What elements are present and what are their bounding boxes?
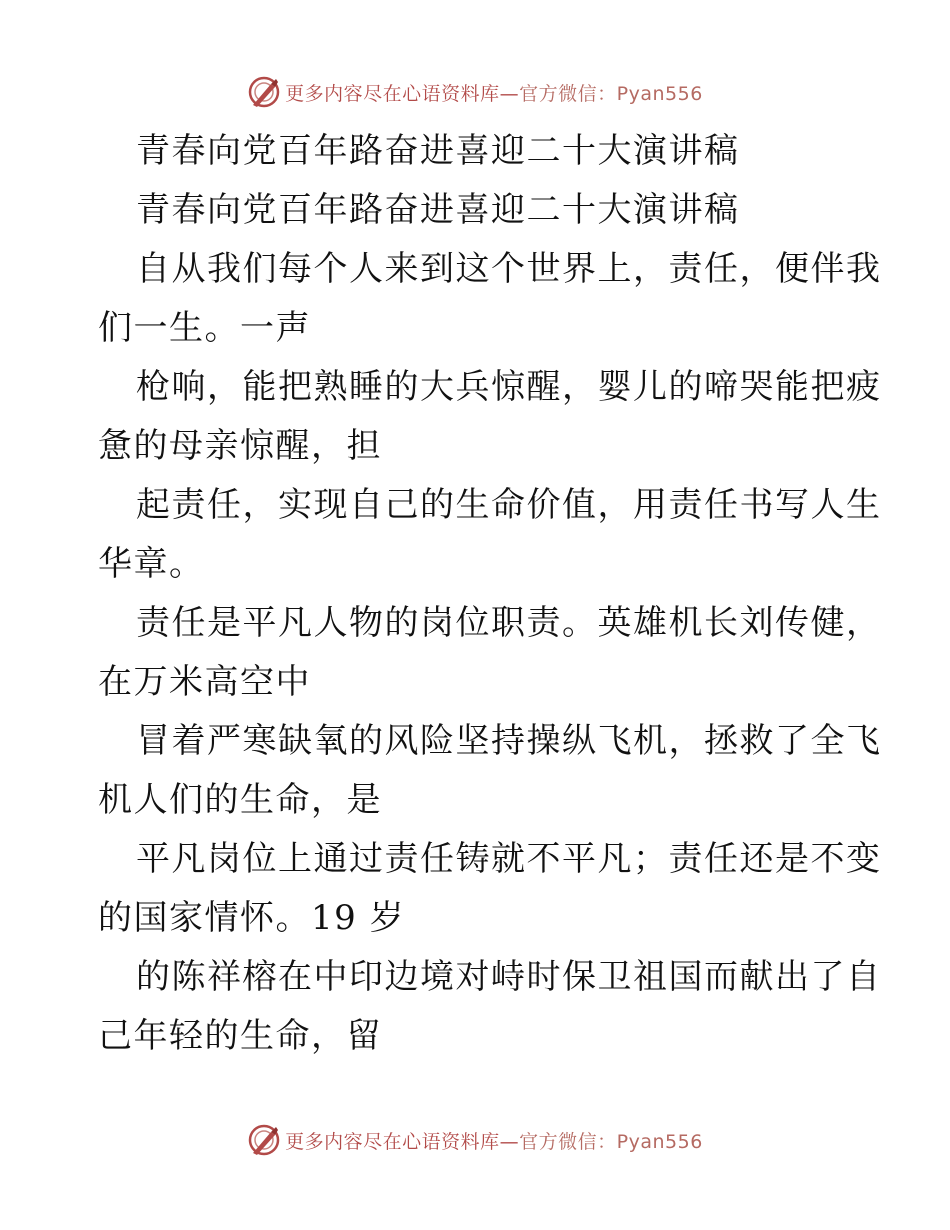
banner-wechat-text: 官方微信：Pyan556 bbox=[519, 82, 703, 105]
paragraph bbox=[98, 476, 882, 594]
paragraph bbox=[98, 948, 882, 1066]
paragraph-line: 机人们的生命，是 bbox=[98, 780, 382, 820]
paragraph-line: 华章。 bbox=[98, 544, 205, 584]
banner-site-text: 更多内容尽在心语资料库 bbox=[285, 82, 500, 105]
paragraph-line: 枪响，能把熟睡的大兵惊醒，婴儿的啼哭能把疲 bbox=[136, 367, 882, 407]
paragraph-line: 己年轻的生命，留 bbox=[98, 1016, 382, 1056]
banner-wechat-text: 官方微信：Pyan556 bbox=[519, 1130, 703, 1153]
pen-logo-icon bbox=[247, 75, 281, 109]
paragraph-line: 的国家情怀。19 岁 bbox=[98, 898, 406, 938]
paragraph bbox=[98, 594, 882, 712]
paragraph-line: 起责任，实现自己的生命价值，用责任书写人生 bbox=[136, 485, 882, 525]
title-line: 青春向党百年路奋进喜迎二十大演讲稿 bbox=[136, 131, 740, 171]
paragraph-line: 们一生。一声 bbox=[98, 308, 311, 348]
subtitle-line: 青春向党百年路奋进喜迎二十大演讲稿 bbox=[136, 190, 740, 230]
paragraph-line: 在万米高空中 bbox=[98, 662, 311, 702]
banner-text bbox=[285, 1127, 703, 1154]
paragraph-line: 平凡岗位上通过责任铸就不平凡；责任还是不变 bbox=[136, 839, 882, 879]
paragraph bbox=[98, 830, 882, 948]
document-body bbox=[98, 122, 882, 1066]
banner-site-text: 更多内容尽在心语资料库 bbox=[285, 1130, 500, 1153]
pen-logo-icon bbox=[247, 1123, 281, 1157]
header-banner bbox=[0, 72, 950, 112]
paragraph-line: 责任是平凡人物的岗位职责。英雄机长刘传健， bbox=[136, 603, 882, 643]
banner-text bbox=[285, 79, 703, 106]
paragraph bbox=[98, 712, 882, 830]
paragraph-line: 惫的母亲惊醒，担 bbox=[98, 426, 382, 466]
banner-dash: — bbox=[499, 82, 520, 105]
paragraph-line: 冒着严寒缺氧的风险坚持操纵飞机，拯救了全飞 bbox=[136, 721, 882, 761]
paragraph-line: 的陈祥榕在中印边境对峙时保卫祖国而献出了自 bbox=[136, 957, 882, 997]
document-title bbox=[98, 122, 858, 181]
banner-dash: — bbox=[499, 1130, 520, 1153]
paragraph-line: 自从我们每个人来到这个世界上，责任，便伴我 bbox=[136, 249, 882, 289]
paragraph bbox=[98, 240, 882, 358]
footer-banner bbox=[0, 1120, 950, 1160]
paragraph bbox=[98, 358, 882, 476]
document-subtitle bbox=[98, 181, 858, 240]
